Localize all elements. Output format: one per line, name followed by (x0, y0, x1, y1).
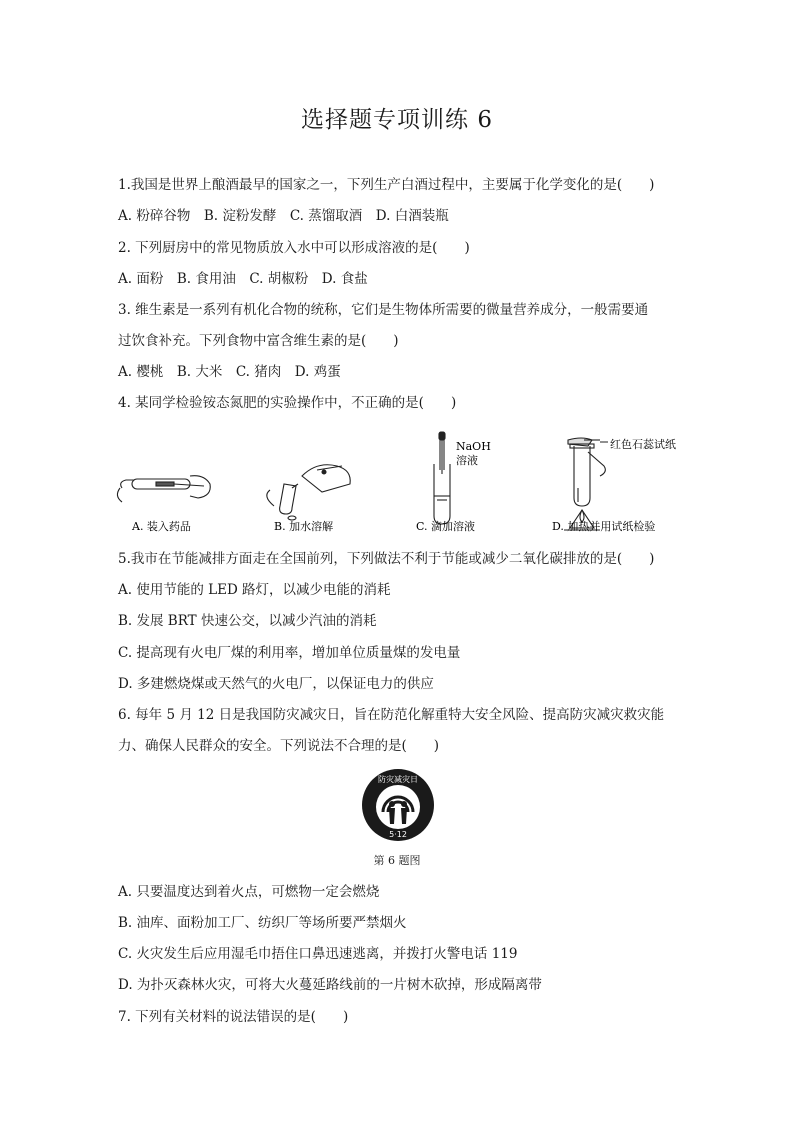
logo-text: 防灾减灾日 (378, 775, 418, 784)
sub-figure-a (117, 476, 210, 502)
question-4-figure (112, 426, 692, 538)
question-1-options: A. 粉碎谷物 B. 淀粉发酵 C. 蒸馏取酒 D. 白酒装瓶 (118, 208, 449, 224)
question-6-option-c: C. 火灾发生后应用湿毛巾捂住口鼻迅速逃离，并拨打火警电话 119 (118, 946, 518, 962)
question-6-stem-line-2: 力、确保人民群众的安全。下列说法不合理的是( ) (118, 738, 440, 754)
naoh-label-line-1: NaOH (456, 440, 491, 453)
caption-a: A. 装入药品 (132, 520, 191, 533)
caption-d: D. 加热并用试纸检验 (552, 520, 656, 533)
question-2-options: A. 面粉 B. 食用油 C. 胡椒粉 D. 食盐 (118, 271, 368, 287)
question-6-figure-caption: 第 6 题图 (373, 854, 421, 867)
question-1-stem: 1.我国是世界上酿酒最早的国家之一，下列生产白酒过程中，主要属于化学变化的是( ) (118, 177, 655, 193)
question-3-stem-line-1: 3. 维生素是一系列有机化合物的统称，它们是生物体所需要的微量营养成分，一般需要通 (118, 302, 649, 318)
question-2-stem: 2. 下列厨房中的常见物质放入水中可以形成溶液的是( ) (118, 240, 470, 256)
question-3-stem-line-2: 过饮食补充。下列食物中富含维生素的是( ) (118, 333, 399, 349)
question-6-option-a: A. 只要温度达到着火点，可燃物一定会燃烧 (118, 884, 380, 900)
logo-date: 5·12 (389, 830, 407, 839)
question-6-stem-line-1: 6. 每年 5 月 12 日是我国防灾减灾日，旨在防范化解重特大安全风险、提高防灾减灾救灾能 (118, 707, 665, 723)
question-6-option-d: D. 为扑灭森林火灾，可将大火蔓延路线前的一片树木砍掉，形成隔离带 (118, 977, 542, 993)
question-5-stem: 5.我市在节能减排方面走在全国前列，下列做法不利于节能或减少二氧化碳排放的是( ) (118, 551, 655, 567)
question-4-stem: 4. 某同学检验铵态氮肥的实验操作中，不正确的是( ) (118, 395, 457, 411)
sub-figure-d (564, 438, 605, 530)
page-title: 选择题专项训练 6 (301, 107, 493, 133)
question-6-option-b: B. 油库、面粉加工厂、纺织厂等场所要严禁烟火 (118, 915, 407, 931)
disaster-prevention-logo-icon (361, 768, 435, 842)
question-5-option-c: C. 提高现有火电厂煤的利用率，增加单位质量煤的发电量 (118, 645, 461, 661)
question-5-option-b: B. 发展 BRT 快速公交，以减少汽油的消耗 (118, 613, 377, 629)
disaster-prevention-logo (361, 768, 435, 842)
caption-c: C. 滴加溶液 (416, 520, 476, 533)
question-5-option-a: A. 使用节能的 LED 路灯，以减少电能的消耗 (118, 582, 391, 598)
sub-figure-b (267, 465, 350, 520)
sub-figure-c (434, 432, 450, 524)
lab-operations-illustration (112, 426, 692, 538)
litmus-paper-label: 红色石蕊试纸 (610, 438, 676, 451)
naoh-label-line-2: 溶液 (456, 454, 478, 467)
question-7-stem: 7. 下列有关材料的说法错误的是( ) (118, 1009, 349, 1025)
question-3-options: A. 樱桃 B. 大米 C. 猪肉 D. 鸡蛋 (118, 364, 341, 380)
caption-b: B. 加水溶解 (274, 520, 334, 533)
question-5-option-d: D. 多建燃烧煤或天然气的火电厂，以保证电力的供应 (118, 676, 434, 692)
